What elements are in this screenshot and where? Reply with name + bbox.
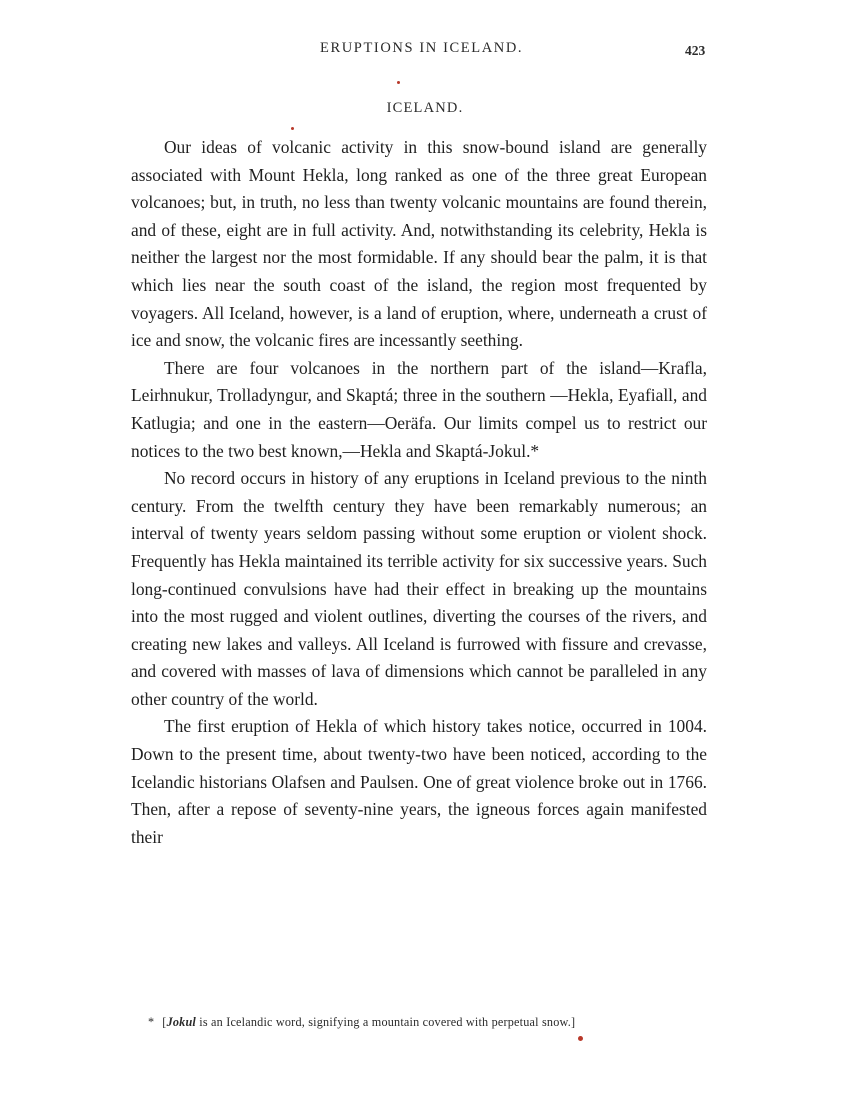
running-title: ERUPTIONS IN ICELAND. (320, 40, 524, 56)
ink-speck (291, 127, 294, 130)
body-text (131, 134, 707, 851)
page-number: 423 (685, 43, 706, 58)
footnote-term: Jokul (166, 1015, 197, 1029)
section-heading: ICELAND. (386, 100, 464, 116)
ink-speck (578, 1036, 583, 1041)
paragraph: No record occurs in history of any eruptions in Iceland previous to the ninth century. From the twelfth century they have been remarkably numerous; an interval of twenty years seldom passing without some eruption or violent shock. Frequently has Hekla maintained its terrible activity for six successive years. Such long-continued convulsions have had their effect in breaking up the mountains into the most rugged and violent outlines, diverting the courses of the rivers, and creating new lakes and valleys. All Iceland is furrowed with fissure and crevasse, and covered with masses of lava of dimensions which cannot be paralleled in any other country of the world. (131, 468, 707, 709)
footnote-bracket: [ (162, 1015, 167, 1029)
footnote-text: is an Icelandic word, signifying a mountain covered with perpetual snow.] (196, 1015, 576, 1029)
running-head (0, 40, 850, 66)
paragraph: There are four volcanoes in the northern part of the island—Krafla, Leirhnukur, Trolladyngur, and Skaptá; three in the southern —Hekla, Eyafiall, and Katlugia; and one in the eastern—Oeräfa. Our limits compel us to restrict our notices to the two best known,—Hekla and Skaptá-Jokul.* (131, 357, 707, 461)
ink-speck (397, 81, 400, 84)
paragraph: Our ideas of volcanic activity in this snow-bound island are generally associated with Mount Hekla, long ranked as one of the three great European volcanoes; but, in truth, no less than twenty volcanic mountains are found therein, and of these, eight are in full activity. And, notwithstanding its celebrity, Hekla is neither the largest nor the most formidable. If any should bear the palm, it is that which lies near the south coast of the island, the region most frequented by voyagers. All Iceland, however, is a land of eruption, where, underneath a crust of ice and snow, the volcanic fires are incessantly seething. (131, 137, 707, 351)
paragraph: The first eruption of Hekla of which history takes notice, occurred in 1004. Down to the present time, about twenty-two have been noticed, according to the Icelandic historians Olafsen and Paulsen. One of great violence broke out in 1766. Then, after a repose of seventy-nine years, the igneous forces again manifested their (131, 716, 707, 847)
footnote (148, 1015, 708, 1030)
footnote-marker: * (148, 1015, 155, 1029)
